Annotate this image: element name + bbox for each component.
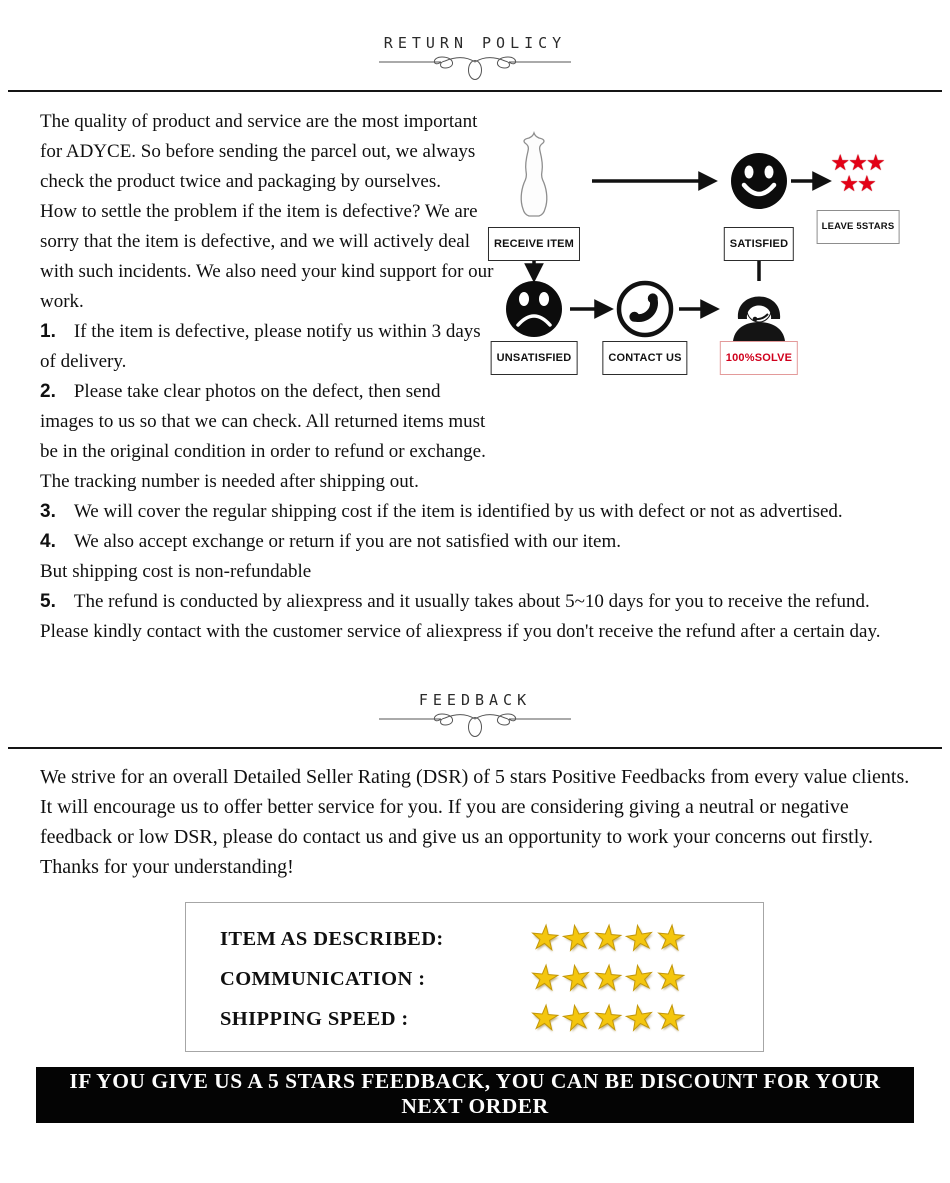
item-text: We will cover the regular shipping cost if the item is identified by us with defect or not as advertised. — [73, 501, 843, 522]
ornament-divider-icon — [375, 710, 575, 740]
item-text: The refund is conducted by aliexpress and it usually takes about 5~10 days for you to receive the refund. Please kindly contact with the customer service of aliexpress if you don't receive the refund after a certain day. — [40, 591, 881, 642]
arrow-receive-to-satisfied — [592, 174, 714, 188]
gold-star-icon: ★ — [528, 919, 562, 958]
discount-banner: IF YOU GIVE US A 5 STARS FEEDBACK, YOU CAN BE DISCOUNT FOR YOUR NEXT ORDER — [36, 1067, 914, 1123]
return-policy-title: RETURN POLICY — [383, 34, 567, 52]
policy-intro-2: How to settle the problem if the item is defective? We are sorry that the item is defective, and we will actively deal with such incidents. We also need your kind support for our work. — [40, 201, 494, 312]
leave-5stars-icon — [813, 150, 903, 196]
policy-item-5 — [40, 587, 910, 647]
ornament-divider-icon — [375, 53, 575, 83]
return-policy-header — [0, 34, 950, 83]
red-star-icon: ★ — [865, 150, 886, 175]
gold-star-icon: ★ — [622, 958, 657, 999]
dsr-ratings-box — [185, 902, 764, 1052]
item-number: 5. — [40, 591, 56, 612]
receive-item-label: RECEIVE ITEM — [488, 227, 580, 261]
gold-star-icon: ★ — [558, 998, 594, 1039]
red-star-icon: ★ — [839, 171, 859, 196]
gold-star-icon: ★ — [558, 918, 594, 959]
gold-star-icon: ★ — [528, 959, 562, 998]
gold-star-icon: ★ — [558, 958, 594, 999]
item-text: We also accept exchange or return if you are not satisfied with our item. — [73, 531, 622, 552]
gold-star-icon: ★ — [591, 919, 625, 958]
red-star-icon: ★ — [830, 150, 851, 175]
item-text-line2: But shipping cost is non-refundable — [40, 561, 312, 582]
arrow-contact-to-solve — [679, 302, 716, 316]
customer-service-icon — [733, 297, 785, 342]
rating-row-communication — [220, 959, 763, 999]
rating-row-shipping-speed — [220, 999, 763, 1039]
item-number: 4. — [40, 531, 56, 552]
five-gold-stars — [528, 998, 688, 1039]
leave-5stars-label: LEAVE 5STARS — [817, 210, 900, 244]
feedback-divider — [8, 747, 942, 749]
policy-item-4 — [40, 527, 910, 587]
phone-icon — [619, 283, 671, 335]
five-gold-stars — [528, 918, 688, 959]
red-star-icon: ★ — [848, 150, 868, 175]
gold-star-icon: ★ — [654, 919, 688, 958]
happy-face-icon — [731, 153, 787, 209]
return-policy-section — [0, 92, 950, 647]
contact-us-label: CONTACT US — [602, 341, 687, 375]
item-number: 3. — [40, 501, 56, 522]
gold-star-icon: ★ — [591, 959, 625, 998]
sad-face-icon — [506, 281, 562, 337]
unsatisfied-label: UNSATISFIED — [491, 341, 578, 375]
gold-star-icon: ★ — [622, 918, 657, 959]
item-text: If the item is defective, please notify us within 3 days of delivery. — [40, 321, 481, 372]
rating-label: ITEM AS DESCRIBED: — [220, 927, 444, 950]
item-text: Please take clear photos on the defect, then send images to us so that we can check. All returned items must be in the original condition in order to refund or exchange. The tracking number is needed after shipping out. — [40, 381, 486, 492]
gold-star-icon: ★ — [591, 999, 625, 1038]
policy-item-3 — [40, 497, 910, 527]
satisfied-label: SATISFIED — [724, 227, 794, 261]
item-number: 1. — [40, 321, 56, 342]
solve-label: 100%SOLVE — [720, 341, 798, 375]
gold-star-icon: ★ — [654, 959, 688, 998]
red-star-icon: ★ — [857, 171, 877, 196]
rating-row-item-as-described — [220, 919, 763, 959]
gold-star-icon: ★ — [654, 999, 688, 1038]
five-gold-stars — [528, 958, 688, 999]
policy-intro-1: The quality of product and service are the most important for ADYCE. So before sending the parcel out, we always check the product twice and packaging by ourselves. — [40, 111, 478, 192]
gold-star-icon: ★ — [622, 998, 657, 1039]
gold-star-icon: ★ — [528, 999, 562, 1038]
item-number: 2. — [40, 381, 56, 402]
feedback-title: FEEDBACK — [418, 691, 532, 709]
arrow-unsatisfied-to-contact — [570, 302, 610, 316]
rating-label: COMMUNICATION : — [220, 967, 426, 990]
dress-icon — [521, 133, 547, 216]
return-flowchart — [493, 109, 910, 467]
feedback-header — [0, 691, 950, 740]
rating-label: SHIPPING SPEED : — [220, 1007, 409, 1030]
feedback-intro: We strive for an overall Detailed Seller Rating (DSR) of 5 stars Positive Feedbacks from every value clients. It will encourage us to offer better service for you. If you are considering giving a neutral or negative feedback or low DSR, please do contact us and give us an opportunity to work your concerns out firstly. Thanks for your understanding! — [40, 766, 910, 878]
